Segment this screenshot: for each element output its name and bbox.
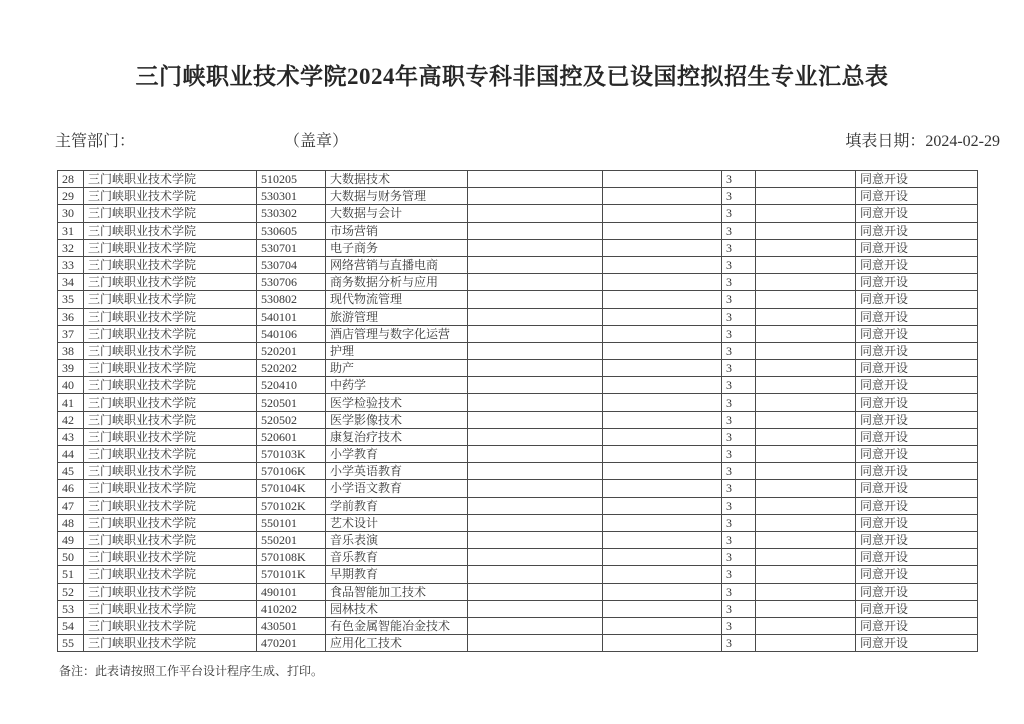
row-number-cell: 50 [58, 549, 84, 566]
major-name-cell: 助产 [326, 360, 468, 377]
empty-cell-1 [468, 617, 603, 634]
major-name-cell: 小学教育 [326, 446, 468, 463]
table-row [58, 583, 978, 600]
empty-cell-1 [468, 360, 603, 377]
empty-cell-3 [756, 308, 856, 325]
approval-status-cell: 同意开设 [856, 291, 978, 308]
duration-cell: 3 [722, 411, 756, 428]
approval-status-cell: 同意开设 [856, 205, 978, 222]
duration-cell: 3 [722, 325, 756, 342]
duration-cell: 3 [722, 171, 756, 188]
school-name-cell: 三门峡职业技术学院 [84, 531, 257, 548]
school-name-cell: 三门峡职业技术学院 [84, 360, 257, 377]
major-name-cell: 现代物流管理 [326, 291, 468, 308]
footer-note: 备注：此表请按照工作平台设计程序生成、打印。 [59, 664, 324, 678]
duration-cell: 3 [722, 635, 756, 652]
empty-cell-3 [756, 274, 856, 291]
empty-cell-1 [468, 446, 603, 463]
empty-cell-2 [603, 291, 722, 308]
empty-cell-3 [756, 514, 856, 531]
empty-cell-1 [468, 411, 603, 428]
row-number-cell: 33 [58, 256, 84, 273]
approval-status-cell: 同意开设 [856, 531, 978, 548]
duration-cell: 3 [722, 377, 756, 394]
empty-cell-3 [756, 463, 856, 480]
empty-cell-1 [468, 308, 603, 325]
empty-cell-3 [756, 497, 856, 514]
table-row [58, 446, 978, 463]
table-row [58, 497, 978, 514]
table-row [58, 291, 978, 308]
major-code-cell: 530704 [257, 256, 326, 273]
table-row [58, 428, 978, 445]
table-body [58, 171, 978, 652]
empty-cell-1 [468, 600, 603, 617]
table-row [58, 480, 978, 497]
table-row [58, 531, 978, 548]
empty-cell-2 [603, 205, 722, 222]
empty-cell-2 [603, 171, 722, 188]
table-row [58, 514, 978, 531]
approval-status-cell: 同意开设 [856, 377, 978, 394]
row-number-cell: 52 [58, 583, 84, 600]
major-name-cell: 小学英语教育 [326, 463, 468, 480]
row-number-cell: 54 [58, 617, 84, 634]
major-name-cell: 大数据与会计 [326, 205, 468, 222]
duration-cell: 3 [722, 497, 756, 514]
approval-status-cell: 同意开设 [856, 325, 978, 342]
empty-cell-1 [468, 205, 603, 222]
school-name-cell: 三门峡职业技术学院 [84, 514, 257, 531]
table-row [58, 171, 978, 188]
school-name-cell: 三门峡职业技术学院 [84, 617, 257, 634]
major-code-cell: 530302 [257, 205, 326, 222]
empty-cell-1 [468, 291, 603, 308]
school-name-cell: 三门峡职业技术学院 [84, 411, 257, 428]
row-number-cell: 45 [58, 463, 84, 480]
empty-cell-3 [756, 256, 856, 273]
approval-status-cell: 同意开设 [856, 308, 978, 325]
approval-status-cell: 同意开设 [856, 583, 978, 600]
school-name-cell: 三门峡职业技术学院 [84, 171, 257, 188]
empty-cell-1 [468, 531, 603, 548]
empty-cell-1 [468, 342, 603, 359]
major-code-cell: 520601 [257, 428, 326, 445]
table-row [58, 239, 978, 256]
empty-cell-3 [756, 377, 856, 394]
empty-cell-3 [756, 411, 856, 428]
approval-status-cell: 同意开设 [856, 428, 978, 445]
empty-cell-2 [603, 549, 722, 566]
row-number-cell: 41 [58, 394, 84, 411]
major-name-cell: 应用化工技术 [326, 635, 468, 652]
major-name-cell: 中药学 [326, 377, 468, 394]
approval-status-cell: 同意开设 [856, 188, 978, 205]
table-row [58, 463, 978, 480]
empty-cell-2 [603, 274, 722, 291]
duration-cell: 3 [722, 583, 756, 600]
duration-cell: 3 [722, 463, 756, 480]
major-name-cell: 网络营销与直播电商 [326, 256, 468, 273]
empty-cell-3 [756, 446, 856, 463]
empty-cell-2 [603, 446, 722, 463]
table-row [58, 600, 978, 617]
school-name-cell: 三门峡职业技术学院 [84, 274, 257, 291]
school-name-cell: 三门峡职业技术学院 [84, 205, 257, 222]
approval-status-cell: 同意开设 [856, 394, 978, 411]
major-code-cell: 540106 [257, 325, 326, 342]
table-row [58, 342, 978, 359]
major-code-cell: 570106K [257, 463, 326, 480]
duration-cell: 3 [722, 514, 756, 531]
empty-cell-1 [468, 274, 603, 291]
empty-cell-2 [603, 600, 722, 617]
school-name-cell: 三门峡职业技术学院 [84, 480, 257, 497]
row-number-cell: 53 [58, 600, 84, 617]
major-code-cell: 570108K [257, 549, 326, 566]
table-row [58, 566, 978, 583]
empty-cell-1 [468, 566, 603, 583]
school-name-cell: 三门峡职业技术学院 [84, 394, 257, 411]
major-name-cell: 电子商务 [326, 239, 468, 256]
major-code-cell: 430501 [257, 617, 326, 634]
row-number-cell: 36 [58, 308, 84, 325]
row-number-cell: 44 [58, 446, 84, 463]
duration-cell: 3 [722, 360, 756, 377]
row-number-cell: 28 [58, 171, 84, 188]
approval-status-cell: 同意开设 [856, 549, 978, 566]
empty-cell-3 [756, 600, 856, 617]
table-row [58, 256, 978, 273]
table-row [58, 274, 978, 291]
empty-cell-2 [603, 411, 722, 428]
table-row [58, 411, 978, 428]
empty-cell-1 [468, 188, 603, 205]
empty-cell-3 [756, 205, 856, 222]
major-name-cell: 商务数据分析与应用 [326, 274, 468, 291]
major-code-cell: 530301 [257, 188, 326, 205]
empty-cell-1 [468, 463, 603, 480]
empty-cell-1 [468, 497, 603, 514]
empty-cell-2 [603, 256, 722, 273]
approval-status-cell: 同意开设 [856, 463, 978, 480]
empty-cell-3 [756, 394, 856, 411]
major-code-cell: 520501 [257, 394, 326, 411]
empty-cell-3 [756, 617, 856, 634]
table-row [58, 377, 978, 394]
major-name-cell: 学前教育 [326, 497, 468, 514]
approval-status-cell: 同意开设 [856, 274, 978, 291]
empty-cell-3 [756, 566, 856, 583]
row-number-cell: 40 [58, 377, 84, 394]
row-number-cell: 37 [58, 325, 84, 342]
school-name-cell: 三门峡职业技术学院 [84, 463, 257, 480]
empty-cell-3 [756, 222, 856, 239]
major-code-cell: 570101K [257, 566, 326, 583]
major-name-cell: 酒店管理与数字化运营 [326, 325, 468, 342]
empty-cell-2 [603, 531, 722, 548]
fill-date: 填表日期：2024-02-29 [845, 133, 1000, 150]
duration-cell: 3 [722, 428, 756, 445]
empty-cell-3 [756, 635, 856, 652]
school-name-cell: 三门峡职业技术学院 [84, 566, 257, 583]
major-code-cell: 530701 [257, 239, 326, 256]
row-number-cell: 32 [58, 239, 84, 256]
school-name-cell: 三门峡职业技术学院 [84, 308, 257, 325]
approval-status-cell: 同意开设 [856, 446, 978, 463]
duration-cell: 3 [722, 342, 756, 359]
major-code-cell: 520202 [257, 360, 326, 377]
row-number-cell: 48 [58, 514, 84, 531]
major-code-cell: 520201 [257, 342, 326, 359]
empty-cell-3 [756, 549, 856, 566]
empty-cell-3 [756, 583, 856, 600]
table-row [58, 549, 978, 566]
empty-cell-1 [468, 428, 603, 445]
table-row [58, 360, 978, 377]
empty-cell-3 [756, 531, 856, 548]
major-name-cell: 护理 [326, 342, 468, 359]
empty-cell-2 [603, 360, 722, 377]
major-name-cell: 康复治疗技术 [326, 428, 468, 445]
school-name-cell: 三门峡职业技术学院 [84, 377, 257, 394]
major-code-cell: 530605 [257, 222, 326, 239]
row-number-cell: 55 [58, 635, 84, 652]
major-name-cell: 音乐教育 [326, 549, 468, 566]
row-number-cell: 34 [58, 274, 84, 291]
empty-cell-2 [603, 583, 722, 600]
empty-cell-2 [603, 480, 722, 497]
duration-cell: 3 [722, 256, 756, 273]
duration-cell: 3 [722, 446, 756, 463]
major-code-cell: 510205 [257, 171, 326, 188]
major-code-cell: 530802 [257, 291, 326, 308]
major-name-cell: 医学检验技术 [326, 394, 468, 411]
major-name-cell: 小学语文教育 [326, 480, 468, 497]
table-row [58, 205, 978, 222]
school-name-cell: 三门峡职业技术学院 [84, 256, 257, 273]
school-name-cell: 三门峡职业技术学院 [84, 549, 257, 566]
duration-cell: 3 [722, 549, 756, 566]
row-number-cell: 38 [58, 342, 84, 359]
empty-cell-1 [468, 635, 603, 652]
major-code-cell: 520410 [257, 377, 326, 394]
majors-table [57, 170, 978, 652]
meta-row [0, 132, 1024, 152]
approval-status-cell: 同意开设 [856, 171, 978, 188]
row-number-cell: 29 [58, 188, 84, 205]
row-number-cell: 46 [58, 480, 84, 497]
school-name-cell: 三门峡职业技术学院 [84, 583, 257, 600]
major-name-cell: 音乐表演 [326, 531, 468, 548]
empty-cell-1 [468, 256, 603, 273]
duration-cell: 3 [722, 308, 756, 325]
duration-cell: 3 [722, 617, 756, 634]
empty-cell-2 [603, 514, 722, 531]
duration-cell: 3 [722, 394, 756, 411]
duration-cell: 3 [722, 566, 756, 583]
empty-cell-2 [603, 463, 722, 480]
major-name-cell: 旅游管理 [326, 308, 468, 325]
major-code-cell: 570102K [257, 497, 326, 514]
empty-cell-3 [756, 428, 856, 445]
empty-cell-3 [756, 480, 856, 497]
school-name-cell: 三门峡职业技术学院 [84, 635, 257, 652]
table-row [58, 394, 978, 411]
empty-cell-2 [603, 188, 722, 205]
school-name-cell: 三门峡职业技术学院 [84, 342, 257, 359]
major-code-cell: 530706 [257, 274, 326, 291]
duration-cell: 3 [722, 188, 756, 205]
major-code-cell: 540101 [257, 308, 326, 325]
major-code-cell: 550101 [257, 514, 326, 531]
major-name-cell: 早期教育 [326, 566, 468, 583]
major-name-cell: 市场营销 [326, 222, 468, 239]
dept-label: 主管部门： [55, 133, 136, 150]
row-number-cell: 43 [58, 428, 84, 445]
empty-cell-2 [603, 566, 722, 583]
empty-cell-3 [756, 188, 856, 205]
duration-cell: 3 [722, 600, 756, 617]
empty-cell-2 [603, 342, 722, 359]
major-code-cell: 470201 [257, 635, 326, 652]
empty-cell-1 [468, 394, 603, 411]
empty-cell-2 [603, 377, 722, 394]
empty-cell-2 [603, 308, 722, 325]
table-row [58, 325, 978, 342]
row-number-cell: 42 [58, 411, 84, 428]
duration-cell: 3 [722, 480, 756, 497]
table-row [58, 188, 978, 205]
school-name-cell: 三门峡职业技术学院 [84, 600, 257, 617]
approval-status-cell: 同意开设 [856, 600, 978, 617]
major-name-cell: 艺术设计 [326, 514, 468, 531]
major-code-cell: 570104K [257, 480, 326, 497]
empty-cell-2 [603, 497, 722, 514]
row-number-cell: 39 [58, 360, 84, 377]
major-code-cell: 490101 [257, 583, 326, 600]
duration-cell: 3 [722, 222, 756, 239]
table-row [58, 635, 978, 652]
duration-cell: 3 [722, 205, 756, 222]
empty-cell-3 [756, 239, 856, 256]
major-name-cell: 园林技术 [326, 600, 468, 617]
major-name-cell: 食品智能加工技术 [326, 583, 468, 600]
seal-label: （盖章） [284, 133, 349, 150]
school-name-cell: 三门峡职业技术学院 [84, 222, 257, 239]
duration-cell: 3 [722, 239, 756, 256]
row-number-cell: 47 [58, 497, 84, 514]
row-number-cell: 30 [58, 205, 84, 222]
approval-status-cell: 同意开设 [856, 514, 978, 531]
school-name-cell: 三门峡职业技术学院 [84, 497, 257, 514]
table-row [58, 308, 978, 325]
major-code-cell: 520502 [257, 411, 326, 428]
empty-cell-2 [603, 617, 722, 634]
empty-cell-1 [468, 514, 603, 531]
empty-cell-1 [468, 480, 603, 497]
row-number-cell: 49 [58, 531, 84, 548]
empty-cell-2 [603, 222, 722, 239]
approval-status-cell: 同意开设 [856, 411, 978, 428]
empty-cell-3 [756, 360, 856, 377]
row-number-cell: 51 [58, 566, 84, 583]
approval-status-cell: 同意开设 [856, 222, 978, 239]
major-code-cell: 550201 [257, 531, 326, 548]
row-number-cell: 31 [58, 222, 84, 239]
empty-cell-1 [468, 377, 603, 394]
empty-cell-1 [468, 325, 603, 342]
duration-cell: 3 [722, 291, 756, 308]
empty-cell-2 [603, 239, 722, 256]
empty-cell-3 [756, 291, 856, 308]
table-row [58, 222, 978, 239]
duration-cell: 3 [722, 274, 756, 291]
approval-status-cell: 同意开设 [856, 480, 978, 497]
empty-cell-3 [756, 325, 856, 342]
major-name-cell: 大数据与财务管理 [326, 188, 468, 205]
empty-cell-3 [756, 342, 856, 359]
row-number-cell: 35 [58, 291, 84, 308]
major-name-cell: 大数据技术 [326, 171, 468, 188]
major-name-cell: 医学影像技术 [326, 411, 468, 428]
approval-status-cell: 同意开设 [856, 256, 978, 273]
duration-cell: 3 [722, 531, 756, 548]
approval-status-cell: 同意开设 [856, 635, 978, 652]
school-name-cell: 三门峡职业技术学院 [84, 446, 257, 463]
approval-status-cell: 同意开设 [856, 617, 978, 634]
major-code-cell: 570103K [257, 446, 326, 463]
approval-status-cell: 同意开设 [856, 566, 978, 583]
empty-cell-3 [756, 171, 856, 188]
table-row [58, 617, 978, 634]
empty-cell-2 [603, 394, 722, 411]
school-name-cell: 三门峡职业技术学院 [84, 291, 257, 308]
approval-status-cell: 同意开设 [856, 497, 978, 514]
school-name-cell: 三门峡职业技术学院 [84, 188, 257, 205]
empty-cell-1 [468, 583, 603, 600]
empty-cell-2 [603, 635, 722, 652]
empty-cell-2 [603, 325, 722, 342]
school-name-cell: 三门峡职业技术学院 [84, 239, 257, 256]
school-name-cell: 三门峡职业技术学院 [84, 428, 257, 445]
approval-status-cell: 同意开设 [856, 360, 978, 377]
page-title: 三门峡职业技术学院2024年高职专科非国控及已设国控拟招生专业汇总表 [135, 64, 889, 89]
empty-cell-2 [603, 428, 722, 445]
major-name-cell: 有色金属智能冶金技术 [326, 617, 468, 634]
school-name-cell: 三门峡职业技术学院 [84, 325, 257, 342]
empty-cell-1 [468, 549, 603, 566]
empty-cell-1 [468, 222, 603, 239]
empty-cell-1 [468, 239, 603, 256]
approval-status-cell: 同意开设 [856, 342, 978, 359]
approval-status-cell: 同意开设 [856, 239, 978, 256]
empty-cell-1 [468, 171, 603, 188]
major-code-cell: 410202 [257, 600, 326, 617]
